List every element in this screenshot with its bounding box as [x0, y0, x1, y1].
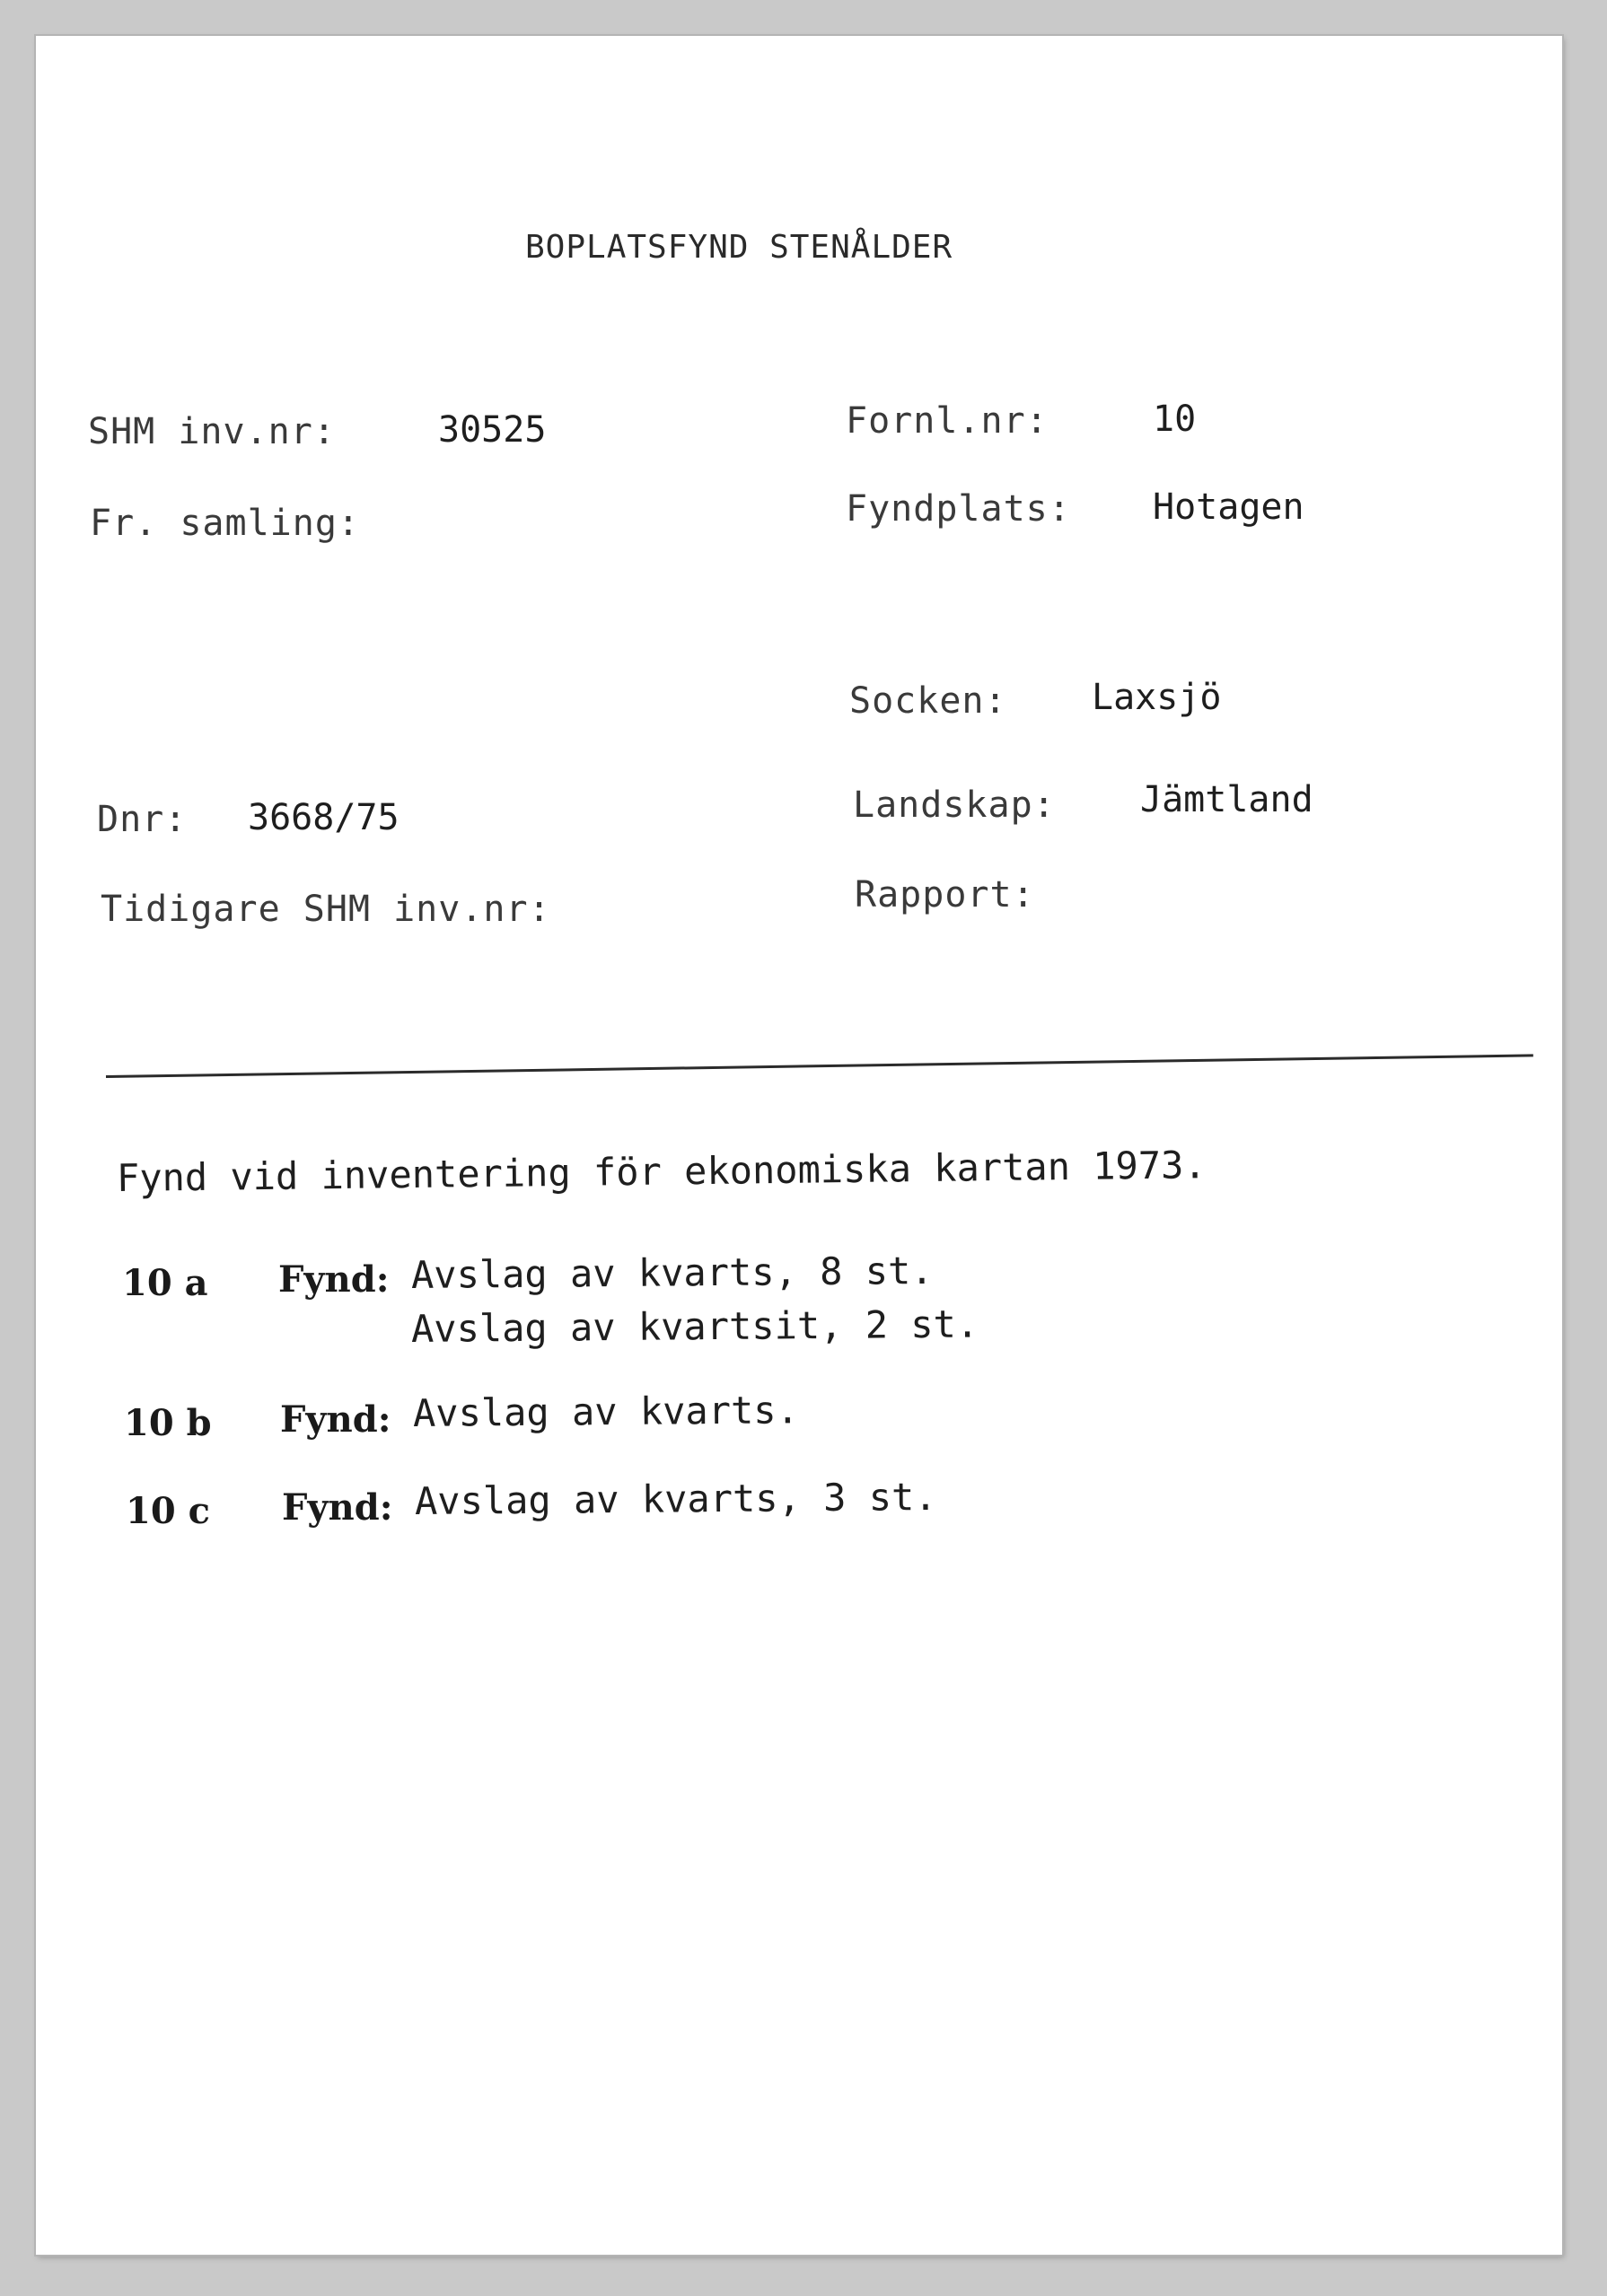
finding-number: 10 c: [126, 1490, 210, 1532]
finding-label: Fynd:: [280, 1398, 391, 1441]
finding-line: Avslag av kvarts, 3 st.: [414, 1474, 937, 1523]
socken-label: Socken:: [849, 680, 1007, 722]
find-description: Fynd vid inventering för ekonomiska kartan 1973.: [116, 1143, 1207, 1200]
catalog-card: [36, 36, 1562, 2255]
finding-line: Avslag av kvarts.: [412, 1388, 800, 1435]
tidigare-label: Tidigare SHM inv.nr:: [101, 889, 551, 930]
landskap-value: Jämtland: [1140, 779, 1313, 820]
dnr-label: Dnr:: [97, 799, 188, 840]
finding-line: Avslag av kvarts, 8 st.: [410, 1248, 934, 1297]
card-title: BOPLATSFYND STENÅLDER: [525, 229, 953, 266]
fr-samling-label: Fr. samling:: [90, 503, 360, 544]
finding-line: Avslag av kvartsit, 2 st.: [410, 1301, 979, 1351]
section-divider: [106, 1054, 1533, 1078]
landskap-label: Landskap:: [853, 784, 1056, 826]
socken-value: Laxsjö: [1092, 677, 1222, 718]
fyndplats-value: Hotagen: [1153, 486, 1304, 528]
finding-number: 10 b: [124, 1402, 212, 1444]
fyndplats-label: Fyndplats:: [846, 488, 1071, 530]
finding-number: 10 a: [122, 1262, 208, 1304]
finding-label: Fynd:: [278, 1258, 390, 1301]
rapport-label: Rapport:: [855, 874, 1035, 916]
shm-inv-value: 30525: [438, 409, 547, 451]
dnr-value: 3668/75: [248, 797, 400, 838]
shm-inv-label: SHM inv.nr:: [88, 411, 336, 452]
finding-label: Fynd:: [282, 1486, 393, 1529]
fornl-label: Fornl.nr:: [846, 400, 1049, 442]
fornl-value: 10: [1153, 399, 1197, 440]
